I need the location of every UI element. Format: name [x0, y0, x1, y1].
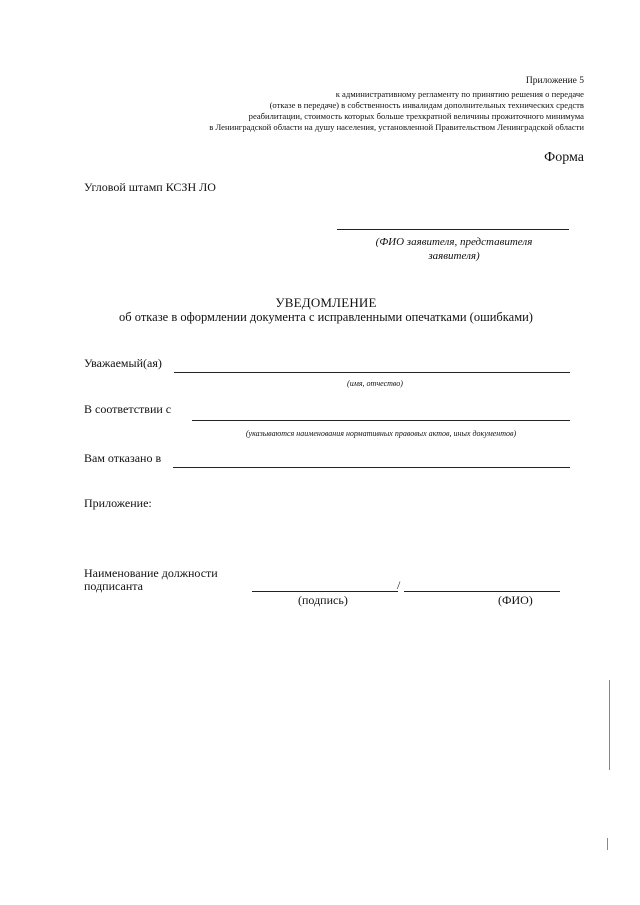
accordance-caption: (указываются наименования нормативных правовых актов, иных документов)	[245, 429, 517, 438]
refused-line[interactable]	[173, 467, 570, 468]
header-line-2: (отказе в передаче) в собственность инвалидам дополнительных технических средств	[269, 100, 584, 110]
scan-mark	[609, 680, 610, 770]
refused-label: Вам отказано в	[84, 451, 162, 465]
appendix-title: Приложение 5	[525, 76, 584, 86]
dear-caption: (имя, отчество)	[347, 379, 403, 388]
dear-label: Уважаемый(ая)	[84, 356, 162, 370]
accordance-line[interactable]	[192, 420, 570, 421]
attachment-label: Приложение:	[84, 496, 152, 510]
applicant-line[interactable]	[337, 229, 569, 230]
accordance-label: В соответствии с	[84, 402, 172, 416]
signature-caption: (подпись)	[298, 593, 348, 607]
scan-mark	[607, 838, 608, 850]
stamp-label: Угловой штамп КСЗН ЛО	[84, 180, 216, 194]
signature-separator: /	[397, 578, 401, 592]
signer-position-1: Наименование должности	[84, 566, 218, 580]
signature-line[interactable]	[252, 591, 398, 592]
applicant-caption-2: заявителя)	[428, 250, 480, 262]
signer-position-2: подписанта	[84, 579, 143, 593]
signer-name-line[interactable]	[404, 591, 560, 592]
form-label: Форма	[544, 150, 584, 165]
document-subtitle: об отказе в оформлении документа с исправленными опечатками (ошибками)	[119, 310, 533, 324]
name-caption: (ФИО)	[498, 593, 533, 607]
applicant-caption-1: (ФИО заявителя, представителя	[375, 236, 533, 248]
header-line-3: реабилитации, стоимость которых больше трехкратной величины прожиточного минимума	[248, 111, 584, 121]
header-line-4: в Ленинградской области на душу населения, установленной Правительством Ленинградской области	[209, 122, 584, 132]
header-line-1: к административному регламенту по принятию решения о передаче	[335, 89, 584, 99]
dear-name-line[interactable]	[174, 372, 570, 373]
document-title: УВЕДОМЛЕНИЕ	[275, 295, 377, 310]
